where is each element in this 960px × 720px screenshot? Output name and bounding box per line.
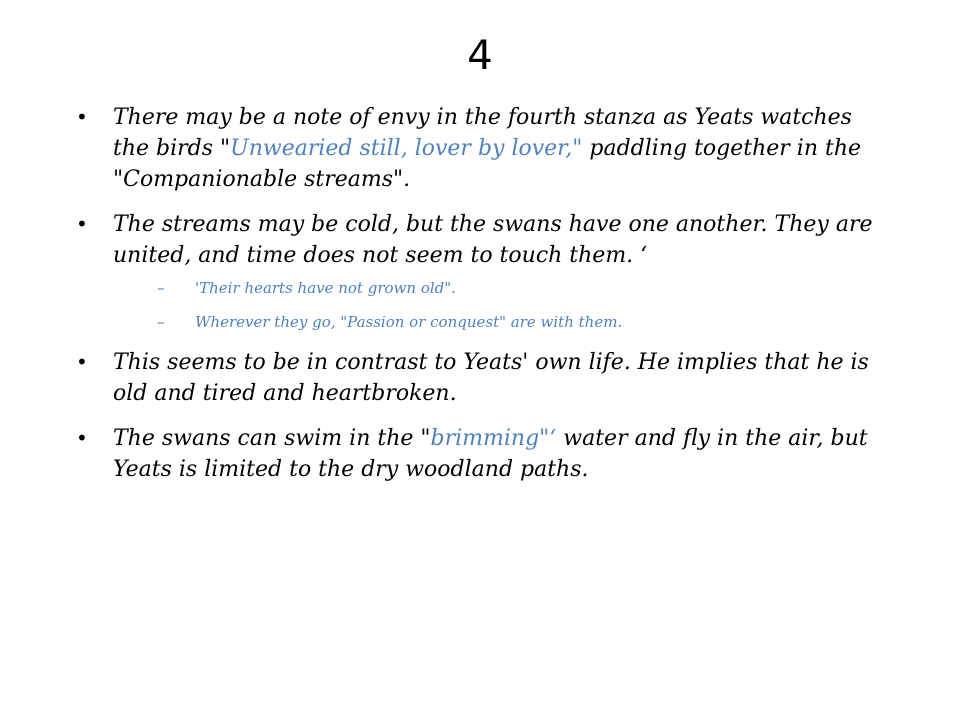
bullet-dot-icon: • [76,350,88,374]
dash-icon: – [157,279,165,297]
bullet-dot-icon: • [76,105,88,129]
quote-highlight: brimming"‘ [430,426,557,451]
bullet-item [72,423,892,485]
sub-bullet-text: Wherever they go, "Passion or conquest" are with them. [195,313,623,331]
sub-bullet-text: 'Their hearts have not grown old". [195,279,456,297]
bullet-text: The streams may be cold, but the swans have one another. They are united, and time does not seem to touch them. ‘ [113,212,873,268]
sub-bullet-item [113,311,892,333]
bullet-item [72,102,892,195]
dash-icon: – [157,313,165,331]
sub-bullet-list [113,277,892,333]
bullet-text: paddling together in the "Companionable streams". [113,136,862,192]
bullet-dot-icon: • [76,426,88,450]
bullet-list [72,102,892,499]
bullet-text: water and fly in the air, but Yeats is limited to the dry woodland paths. [113,426,868,482]
bullet-text: There may be a note of envy in the fourth stanza as Yeats watches the birds " [113,105,852,161]
bullet-dot-icon: • [76,212,88,236]
bullet-text: This seems to be in contrast to Yeats' own life. He implies that he is old and tired and heartbroken. [113,350,869,406]
bullet-item [72,209,892,333]
slide-title: 4 [467,33,493,79]
bullet-item [72,347,892,409]
quote-highlight: Unwearied still, lover by lover," [230,136,583,161]
bullet-text: The swans can swim in the " [113,426,431,451]
sub-bullet-item [113,277,892,299]
